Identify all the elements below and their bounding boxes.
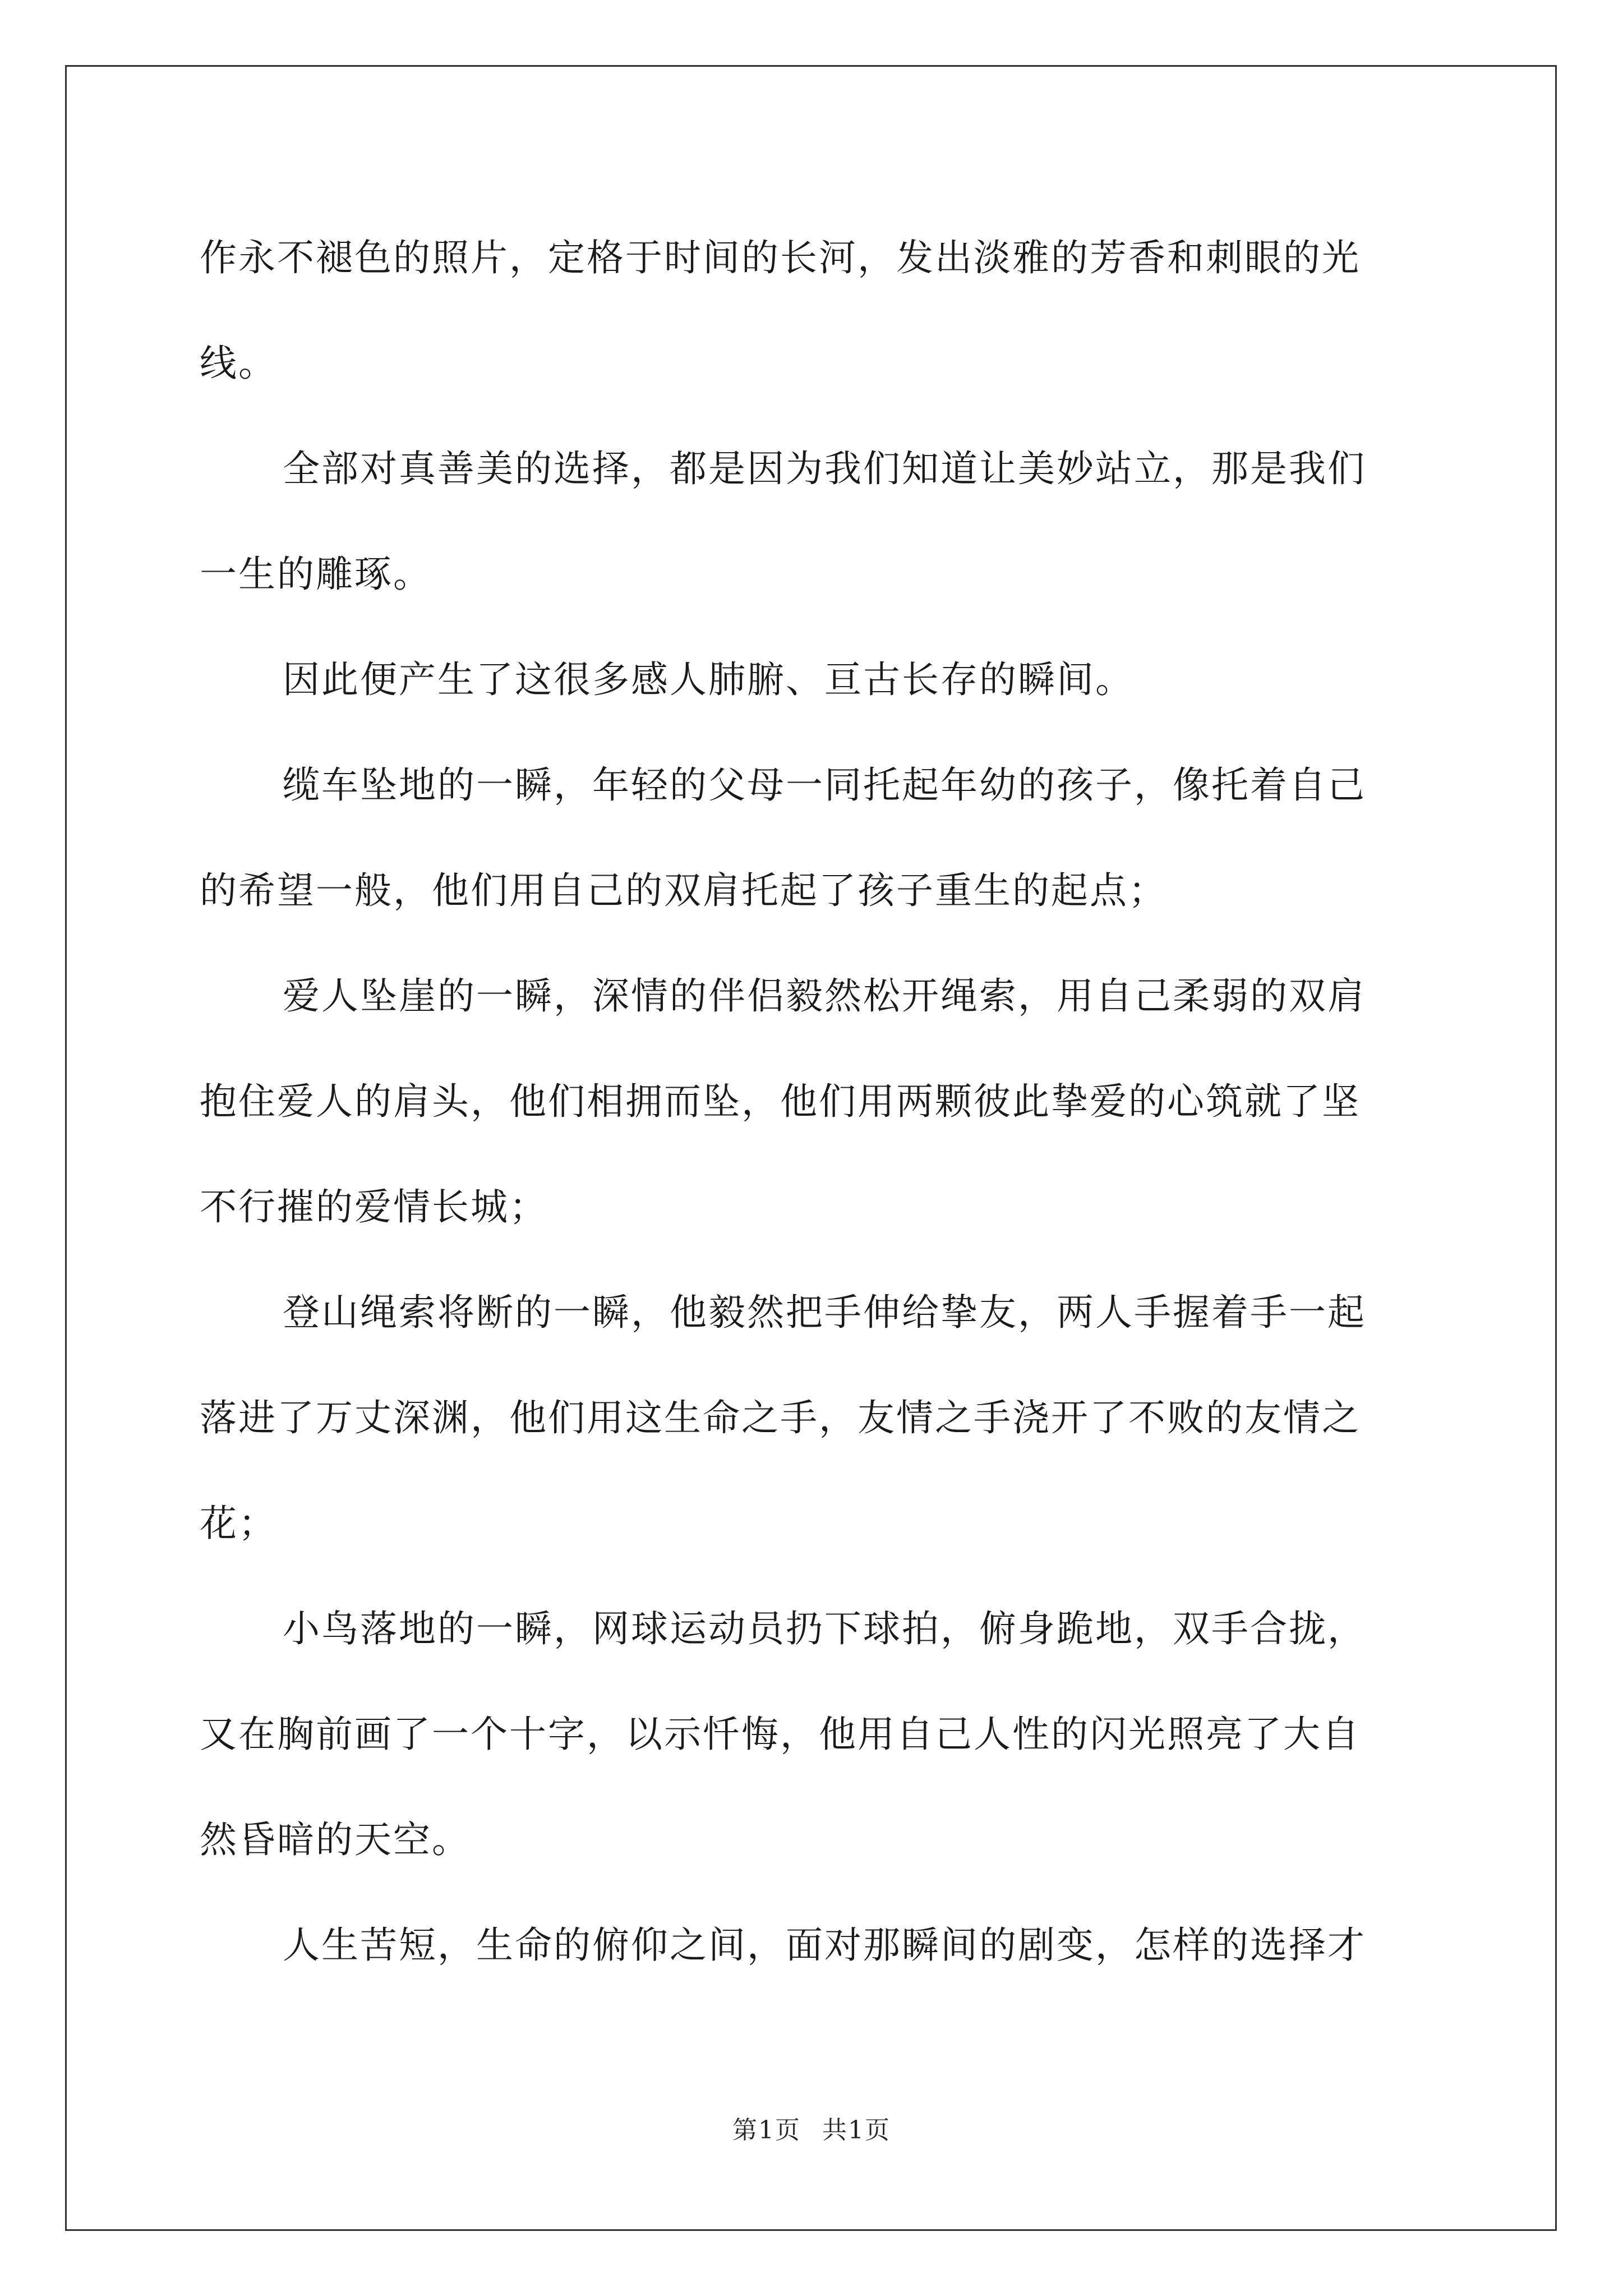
paragraph-5: 爱人坠崖的一瞬，深情的伴侣毅然松开绳索，用自己柔弱的双肩 抱住爱人的肩头，他们相拥而坠，他们用两颗彼此挚爱的心筑就了坚 不行摧的爱情长城； — [200, 974, 1366, 1228]
paragraph-7: 小鸟落地的一瞬，网球运动员扔下球拍，俯身跪地，双手合拢， 又在胸前画了一个十字，以示忏悔，他用自己人性的闪光照亮了大自 然昏暗的天空。 — [200, 1607, 1366, 1861]
paragraph-8: 人生苦短，生命的俯仰之间，面对那瞬间的剧变，怎样的选择才 — [283, 1924, 1366, 1967]
paragraph-6: 登山绳索将断的一瞬，他毅然把手伸给挚友，两人手握着手一起 落进了万丈深渊，他们用这生命之手，友情之手浇开了不败的友情之 花； — [200, 1291, 1366, 1545]
page-footer — [0, 2114, 1623, 2147]
document-body — [200, 205, 1428, 1998]
paragraph-1: 作永不褪色的照片，定格于时间的长河，发出淡雅的芳香和刺眼的光 线。 — [200, 236, 1361, 385]
page-total: 共1页 — [822, 2116, 891, 2145]
paragraph-3: 因此便产生了这很多感人肺腑、亘古长存的瞬间。 — [283, 658, 1134, 701]
page-number: 第1页 — [732, 2116, 801, 2145]
paragraph-4: 缆车坠地的一瞬，年轻的父母一同托起年幼的孩子，像托着自己 的希望一般，他们用自己的双肩托起了孩子重生的起点； — [200, 763, 1366, 912]
paragraph-2: 全部对真善美的选择，都是因为我们知道让美妙站立，那是我们 一生的雕琢。 — [200, 447, 1366, 596]
